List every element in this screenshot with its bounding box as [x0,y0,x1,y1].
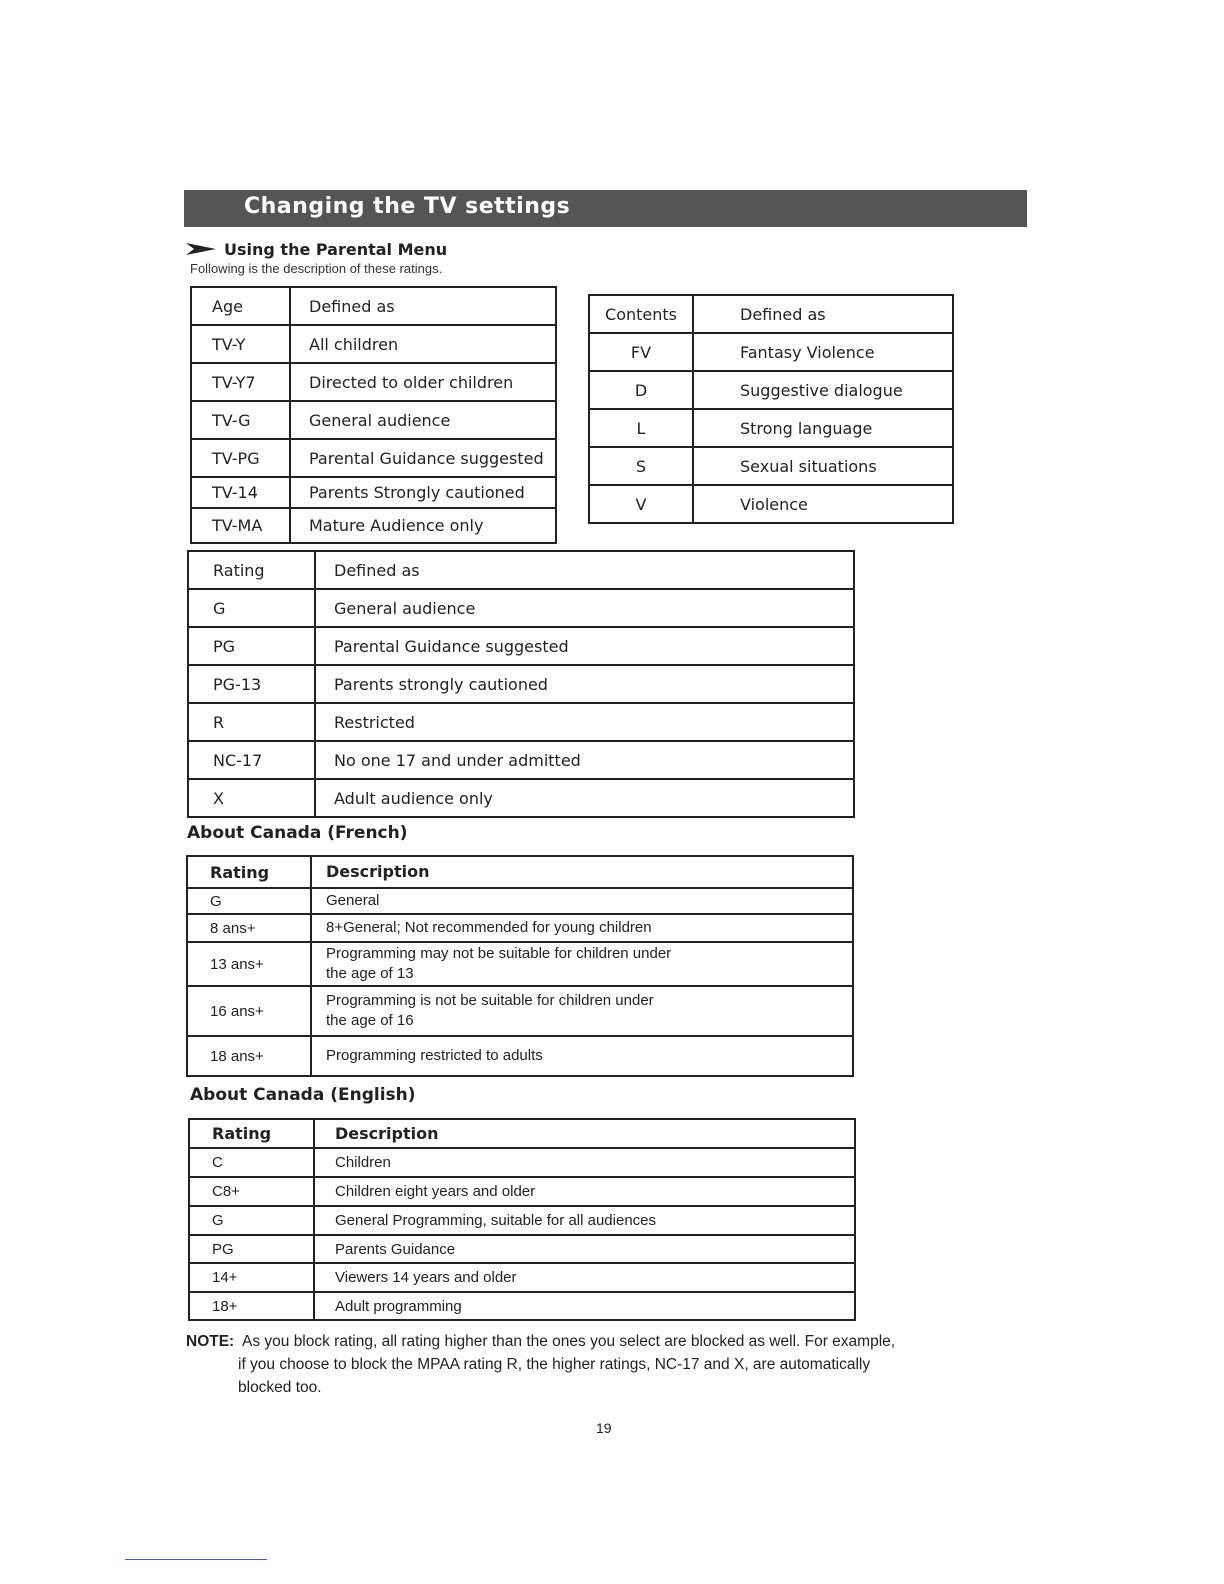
table-row [187,914,853,942]
rating-cell: TV-PG [191,439,290,477]
content-code-cell: FV [589,333,693,371]
table-row [188,741,854,779]
rating-cell: R [188,703,315,741]
table-row [191,439,556,477]
table-row [189,1235,855,1263]
definition-cell: Strong language [693,409,953,447]
header-cell: Defined as [693,295,953,333]
table-row [189,1206,855,1235]
arrow-right-icon [186,242,216,256]
description-cell [311,942,853,986]
description-cell: 8+General; Not recommended for young children [311,914,853,942]
rating-cell: 16 ans+ [187,986,311,1036]
note-paragraph [186,1330,906,1399]
rating-cell: C8+ [189,1177,314,1206]
description-cell [311,986,853,1036]
rating-cell: TV-Y [191,325,290,363]
description-cell: Viewers 14 years and older [314,1263,855,1292]
header-cell: Defined as [315,551,854,589]
table-row [191,508,556,543]
content-code-cell: S [589,447,693,485]
table-row [589,485,953,523]
header-cell: Rating [188,551,315,589]
definition-cell: Adult audience only [315,779,854,817]
canada-english-ratings-table [188,1118,856,1321]
canada-french-heading: About Canada (French) [187,823,408,843]
table-row [189,1263,855,1292]
note-text: As you block rating, all rating higher than the ones you select are blocked as well. For example, if you choose to block the MPAA rating R, the higher ratings, NC-17 and X, are automatically blocked too. [238,1333,896,1396]
table-row [589,409,953,447]
table-row [187,888,853,914]
definition-cell: Sexual situations [693,447,953,485]
definition-cell: Parents Strongly cautioned [290,477,556,508]
rating-cell: 18+ [189,1292,314,1320]
header-cell: Contents [589,295,693,333]
table-row [188,779,854,817]
section-title: Using the Parental Menu [224,240,448,259]
rating-cell: PG [189,1235,314,1263]
contents-ratings-table [588,294,954,524]
header-cell: Description [314,1119,855,1148]
rating-cell: G [189,1206,314,1235]
rating-cell: 8 ans+ [187,914,311,942]
table-row [188,589,854,627]
table-row [589,333,953,371]
tv-ratings-table [190,286,557,544]
rating-cell: TV-14 [191,477,290,508]
content-code-cell: D [589,371,693,409]
rating-cell: 18 ans+ [187,1036,311,1076]
rating-cell: PG [188,627,315,665]
definition-cell: Directed to older children [290,363,556,401]
description-line: the age of 13 [326,965,414,982]
page-header-banner [184,190,1027,227]
table-row [188,703,854,741]
rating-cell: TV-MA [191,508,290,543]
description-cell: Children [314,1148,855,1177]
definition-cell: No one 17 and under admitted [315,741,854,779]
table-row [187,986,853,1036]
definition-cell: Parental Guidance suggested [315,627,854,665]
definition-cell: Violence [693,485,953,523]
header-cell: Rating [189,1119,314,1148]
definition-cell: Fantasy Violence [693,333,953,371]
footer-rule [125,1559,267,1560]
rating-cell: C [189,1148,314,1177]
content-code-cell: V [589,485,693,523]
table-row [191,325,556,363]
note-label: NOTE: [186,1333,235,1350]
rating-cell: NC-17 [188,741,315,779]
content-code-cell: L [589,409,693,447]
rating-cell: G [187,888,311,914]
table-header-row [188,551,854,589]
table-header-row [191,287,556,325]
table-row [189,1177,855,1206]
description-cell: General Programming, suitable for all audiences [314,1206,855,1235]
table-row [589,447,953,485]
table-header-row [589,295,953,333]
page-title: Changing the TV settings [244,194,571,219]
rating-cell: G [188,589,315,627]
description-cell: Programming restricted to adults [311,1036,853,1076]
definition-cell: Mature Audience only [290,508,556,543]
description-cell: General [311,888,853,914]
section-intro: Following is the description of these ratings. [190,261,443,276]
table-header-row [189,1119,855,1148]
description-line: the age of 16 [326,1012,414,1029]
description-cell: Adult programming [314,1292,855,1320]
page-number: 19 [596,1420,612,1436]
rating-cell: TV-Y7 [191,363,290,401]
definition-cell: Parental Guidance suggested [290,439,556,477]
definition-cell: Parents strongly cautioned [315,665,854,703]
header-cell: Description [311,856,853,888]
definition-cell: General audience [290,401,556,439]
table-row [187,942,853,986]
mpaa-ratings-table [187,550,855,818]
table-row [191,363,556,401]
table-row [189,1292,855,1320]
table-header-row [187,856,853,888]
rating-cell: TV-G [191,401,290,439]
table-row [191,401,556,439]
description-line: Programming may not be suitable for children under [326,945,672,962]
table-row [189,1148,855,1177]
rating-cell: 13 ans+ [187,942,311,986]
description-cell: Parents Guidance [314,1235,855,1263]
description-cell: Children eight years and older [314,1177,855,1206]
definition-cell: General audience [315,589,854,627]
definition-cell: Suggestive dialogue [693,371,953,409]
definition-cell: All children [290,325,556,363]
rating-cell: 14+ [189,1263,314,1292]
table-row [188,665,854,703]
table-row [188,627,854,665]
header-cell: Rating [187,856,311,888]
description-line: Programming is not be suitable for children under [326,992,654,1009]
header-cell: Age [191,287,290,325]
table-row [589,371,953,409]
header-cell: Defined as [290,287,556,325]
rating-cell: PG-13 [188,665,315,703]
canada-french-ratings-table [186,855,854,1077]
table-row [191,477,556,508]
rating-cell: X [188,779,315,817]
table-row [187,1036,853,1076]
definition-cell: Restricted [315,703,854,741]
canada-english-heading: About Canada (English) [190,1085,416,1105]
